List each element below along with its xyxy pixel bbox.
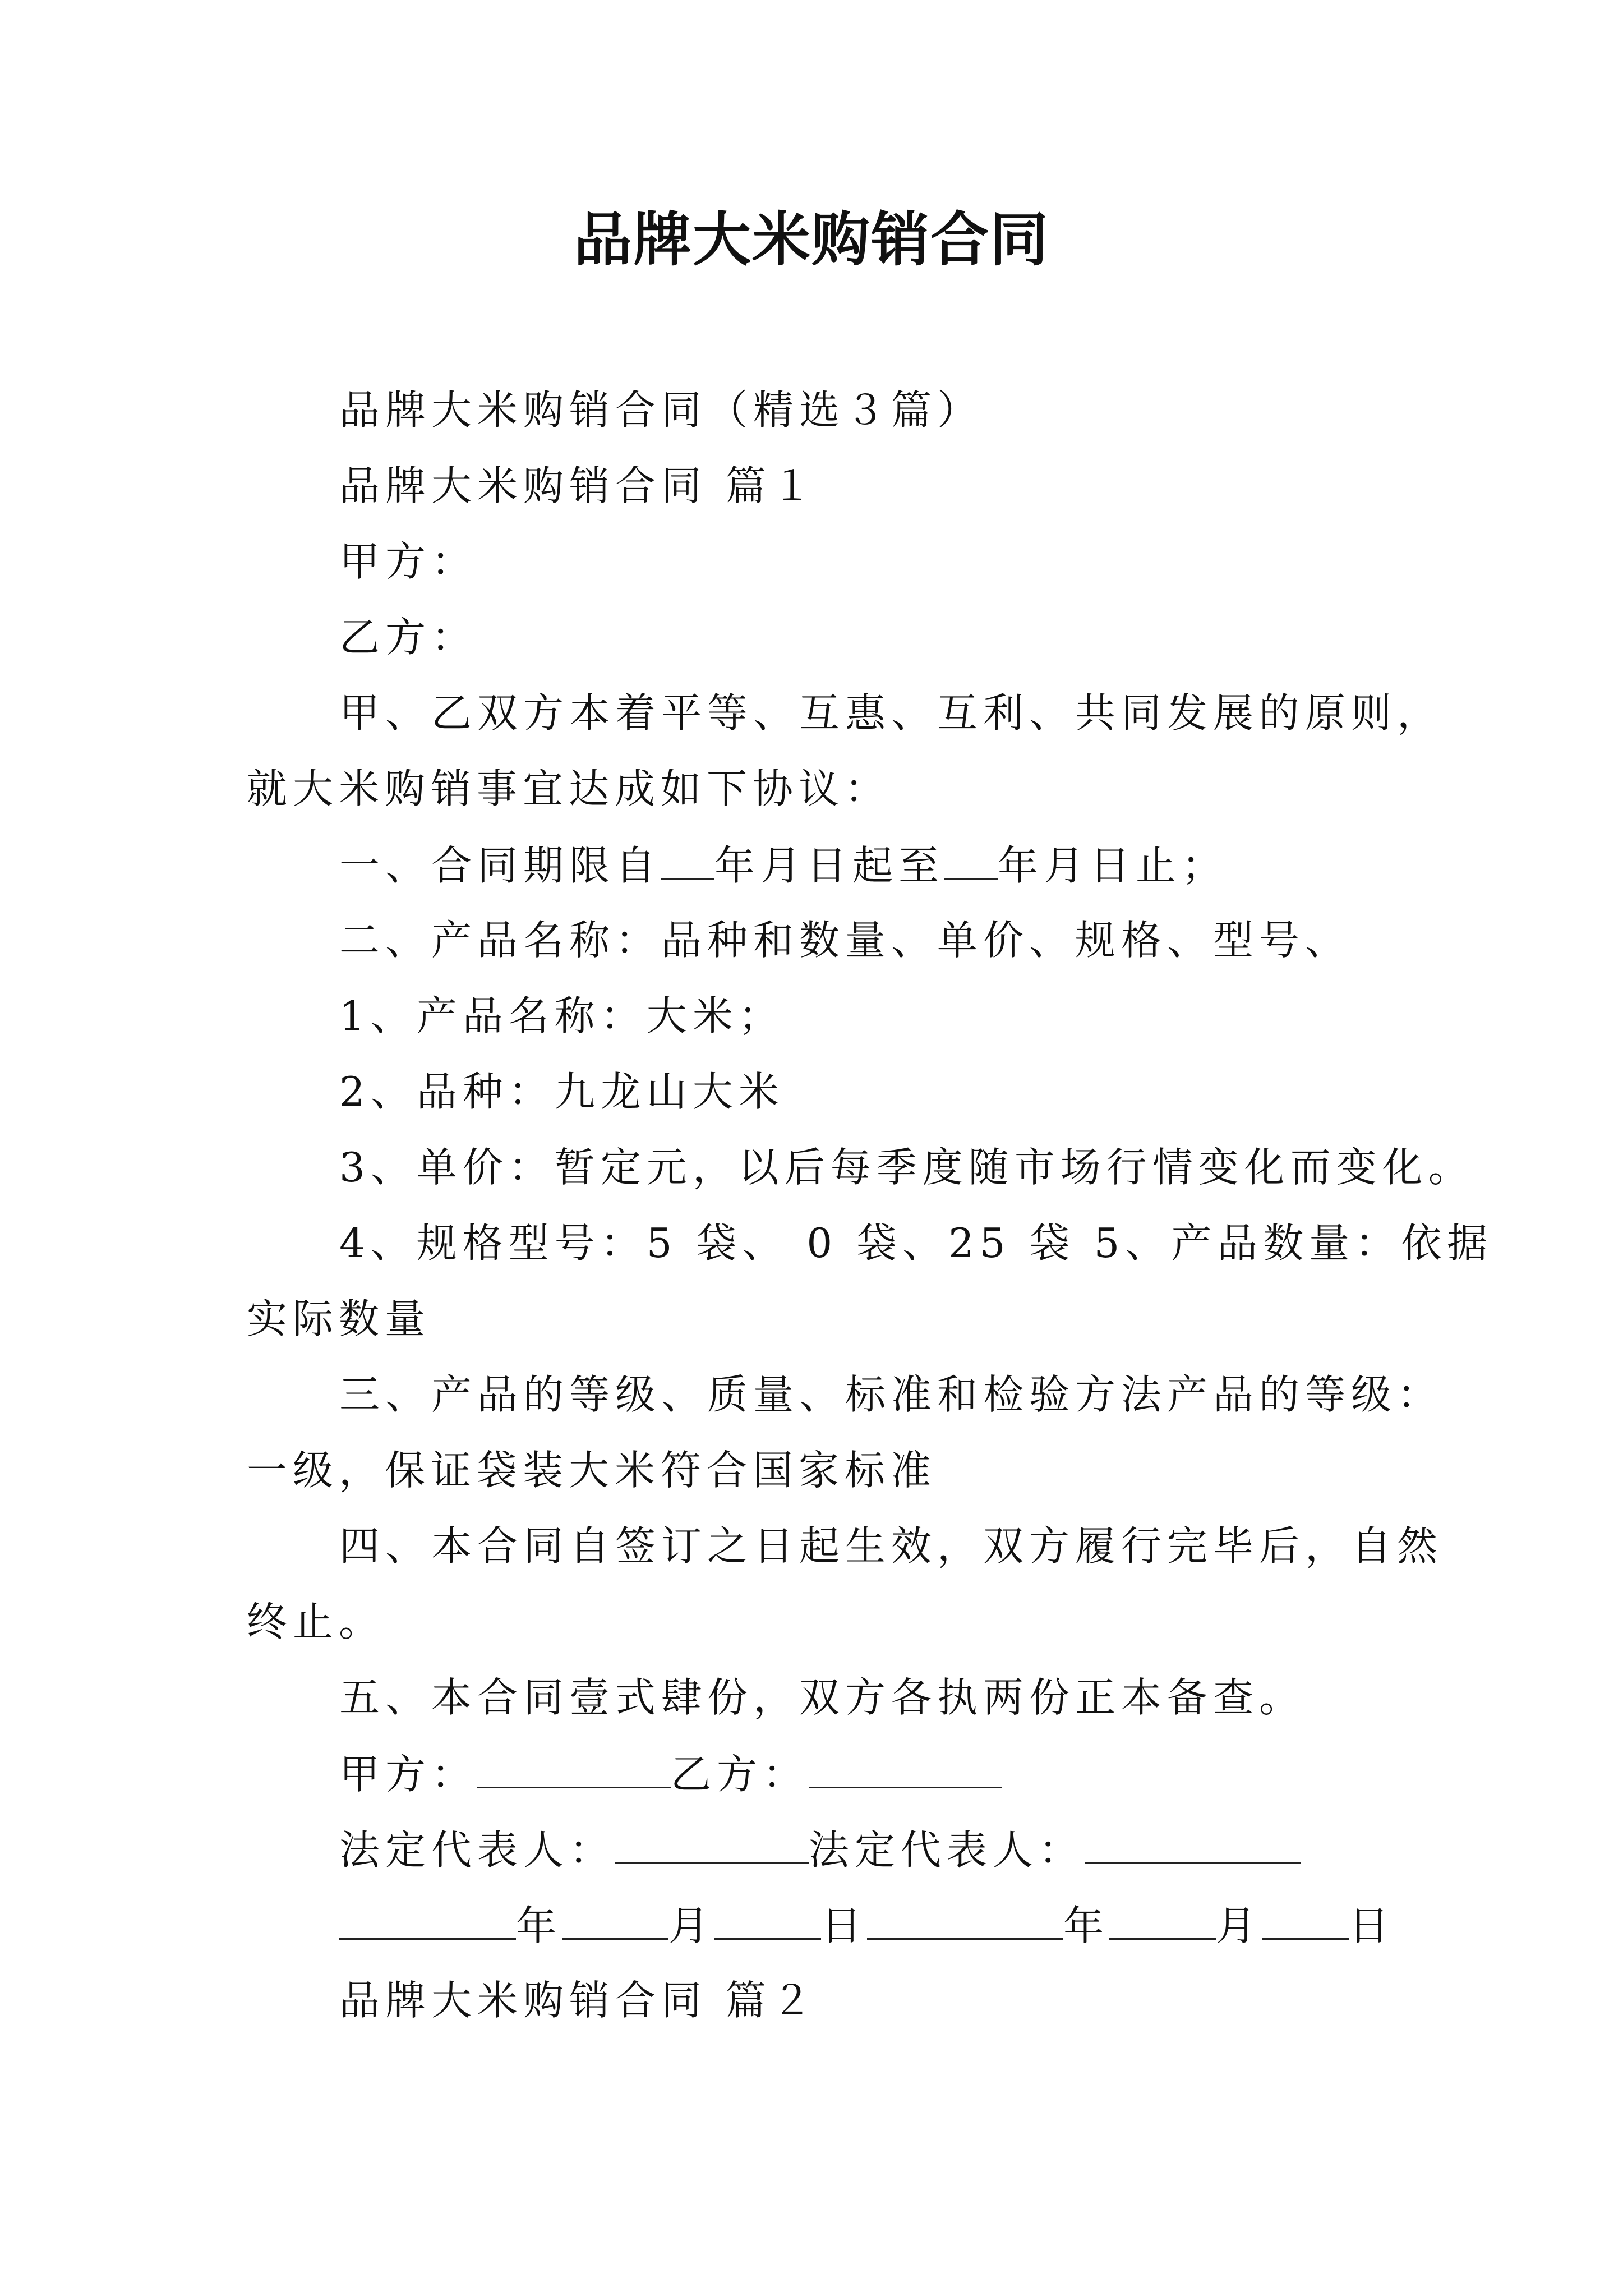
date-a-month-blank[interactable]	[562, 1904, 668, 1940]
clause-product-name: 1、产品名称：大米；	[339, 992, 785, 1039]
signature-party-b-blank[interactable]	[809, 1753, 1002, 1788]
signature-party-a-blank[interactable]	[477, 1753, 671, 1788]
clause-term-start: 一、合同期限自	[339, 842, 662, 889]
clause-product-spec-line-2: 实际数量	[247, 1295, 431, 1342]
blank-start-year[interactable]	[661, 844, 714, 880]
clause-quality-line-1: 三、产品的等级、质量、标准和检验方法产品的等级：	[339, 1371, 1444, 1418]
clause-term-middle: 年月日起至	[714, 842, 945, 889]
subtitle: 品牌大米购销合同（精选３篇）	[339, 386, 984, 434]
clause-product-price: 3、单价：暂定元，以后每季度随市场行情变化而变化。	[339, 1144, 1474, 1191]
party-b-line: 乙方：	[339, 614, 478, 661]
section-2-heading: 品牌大米购销合同 篇２	[339, 1977, 818, 2024]
date-a-day-label: 日	[821, 1902, 868, 1949]
signature-party-a-label: 甲方：	[339, 1751, 478, 1798]
clause-effect-line-1: 四、本合同自签订之日起生效，双方履行完毕后，自然	[339, 1522, 1444, 1570]
legal-rep-a-blank[interactable]	[615, 1829, 809, 1864]
intro-paragraph-line-2: 就大米购销事宜达成如下协议：	[247, 765, 891, 812]
date-a-day-blank[interactable]	[714, 1904, 821, 1940]
date-a-year-label: 年	[516, 1902, 562, 1949]
signature-parties	[339, 1751, 1002, 1798]
date-a-month-label: 月	[668, 1902, 715, 1949]
date-b-year-label: 年	[1063, 1902, 1110, 1949]
intro-paragraph-line-1: 甲、乙双方本着平等、互惠、互利、共同发展的原则，	[339, 689, 1444, 737]
clause-copies: 五、本合同壹式肆份，双方各执两份正本备查。	[339, 1674, 1306, 1721]
legal-rep-a-label: 法定代表人：	[339, 1826, 616, 1874]
legal-representatives	[339, 1826, 1301, 1874]
clause-product-variety: 2、品种：九龙山大米	[339, 1068, 785, 1115]
date-b-month-blank[interactable]	[1109, 1904, 1216, 1940]
document-title: 品牌大米购销合同	[573, 205, 1049, 274]
signature-dates	[339, 1902, 1395, 1949]
date-b-day-blank[interactable]	[1262, 1904, 1349, 1940]
date-b-month-label: 月	[1216, 1902, 1262, 1949]
blank-end-year[interactable]	[944, 844, 998, 880]
legal-rep-b-blank[interactable]	[1085, 1829, 1301, 1864]
clause-term	[339, 842, 1228, 889]
signature-party-b-label: 乙方：	[671, 1751, 809, 1798]
clause-term-end: 年月日止；	[998, 842, 1228, 889]
clause-effect-line-2: 终止。	[247, 1598, 385, 1645]
party-a-line: 甲方：	[339, 538, 478, 585]
section-1-heading: 品牌大米购销合同 篇１	[339, 462, 818, 509]
clause-product: 二、产品名称：品种和数量、单价、规格、型号、	[339, 917, 1352, 964]
date-b-day-label: 日	[1349, 1902, 1395, 1949]
clause-quality-line-2: 一级，保证袋装大米符合国家标准	[247, 1447, 937, 1494]
legal-rep-b-label: 法定代表人：	[809, 1826, 1085, 1874]
date-b-year-blank[interactable]	[867, 1904, 1063, 1940]
date-a-year-blank[interactable]	[339, 1904, 516, 1940]
clause-product-spec-line-1: 4、规格型号：5 袋、 0 袋、25 袋 5、产品数量：依据	[339, 1220, 1493, 1267]
